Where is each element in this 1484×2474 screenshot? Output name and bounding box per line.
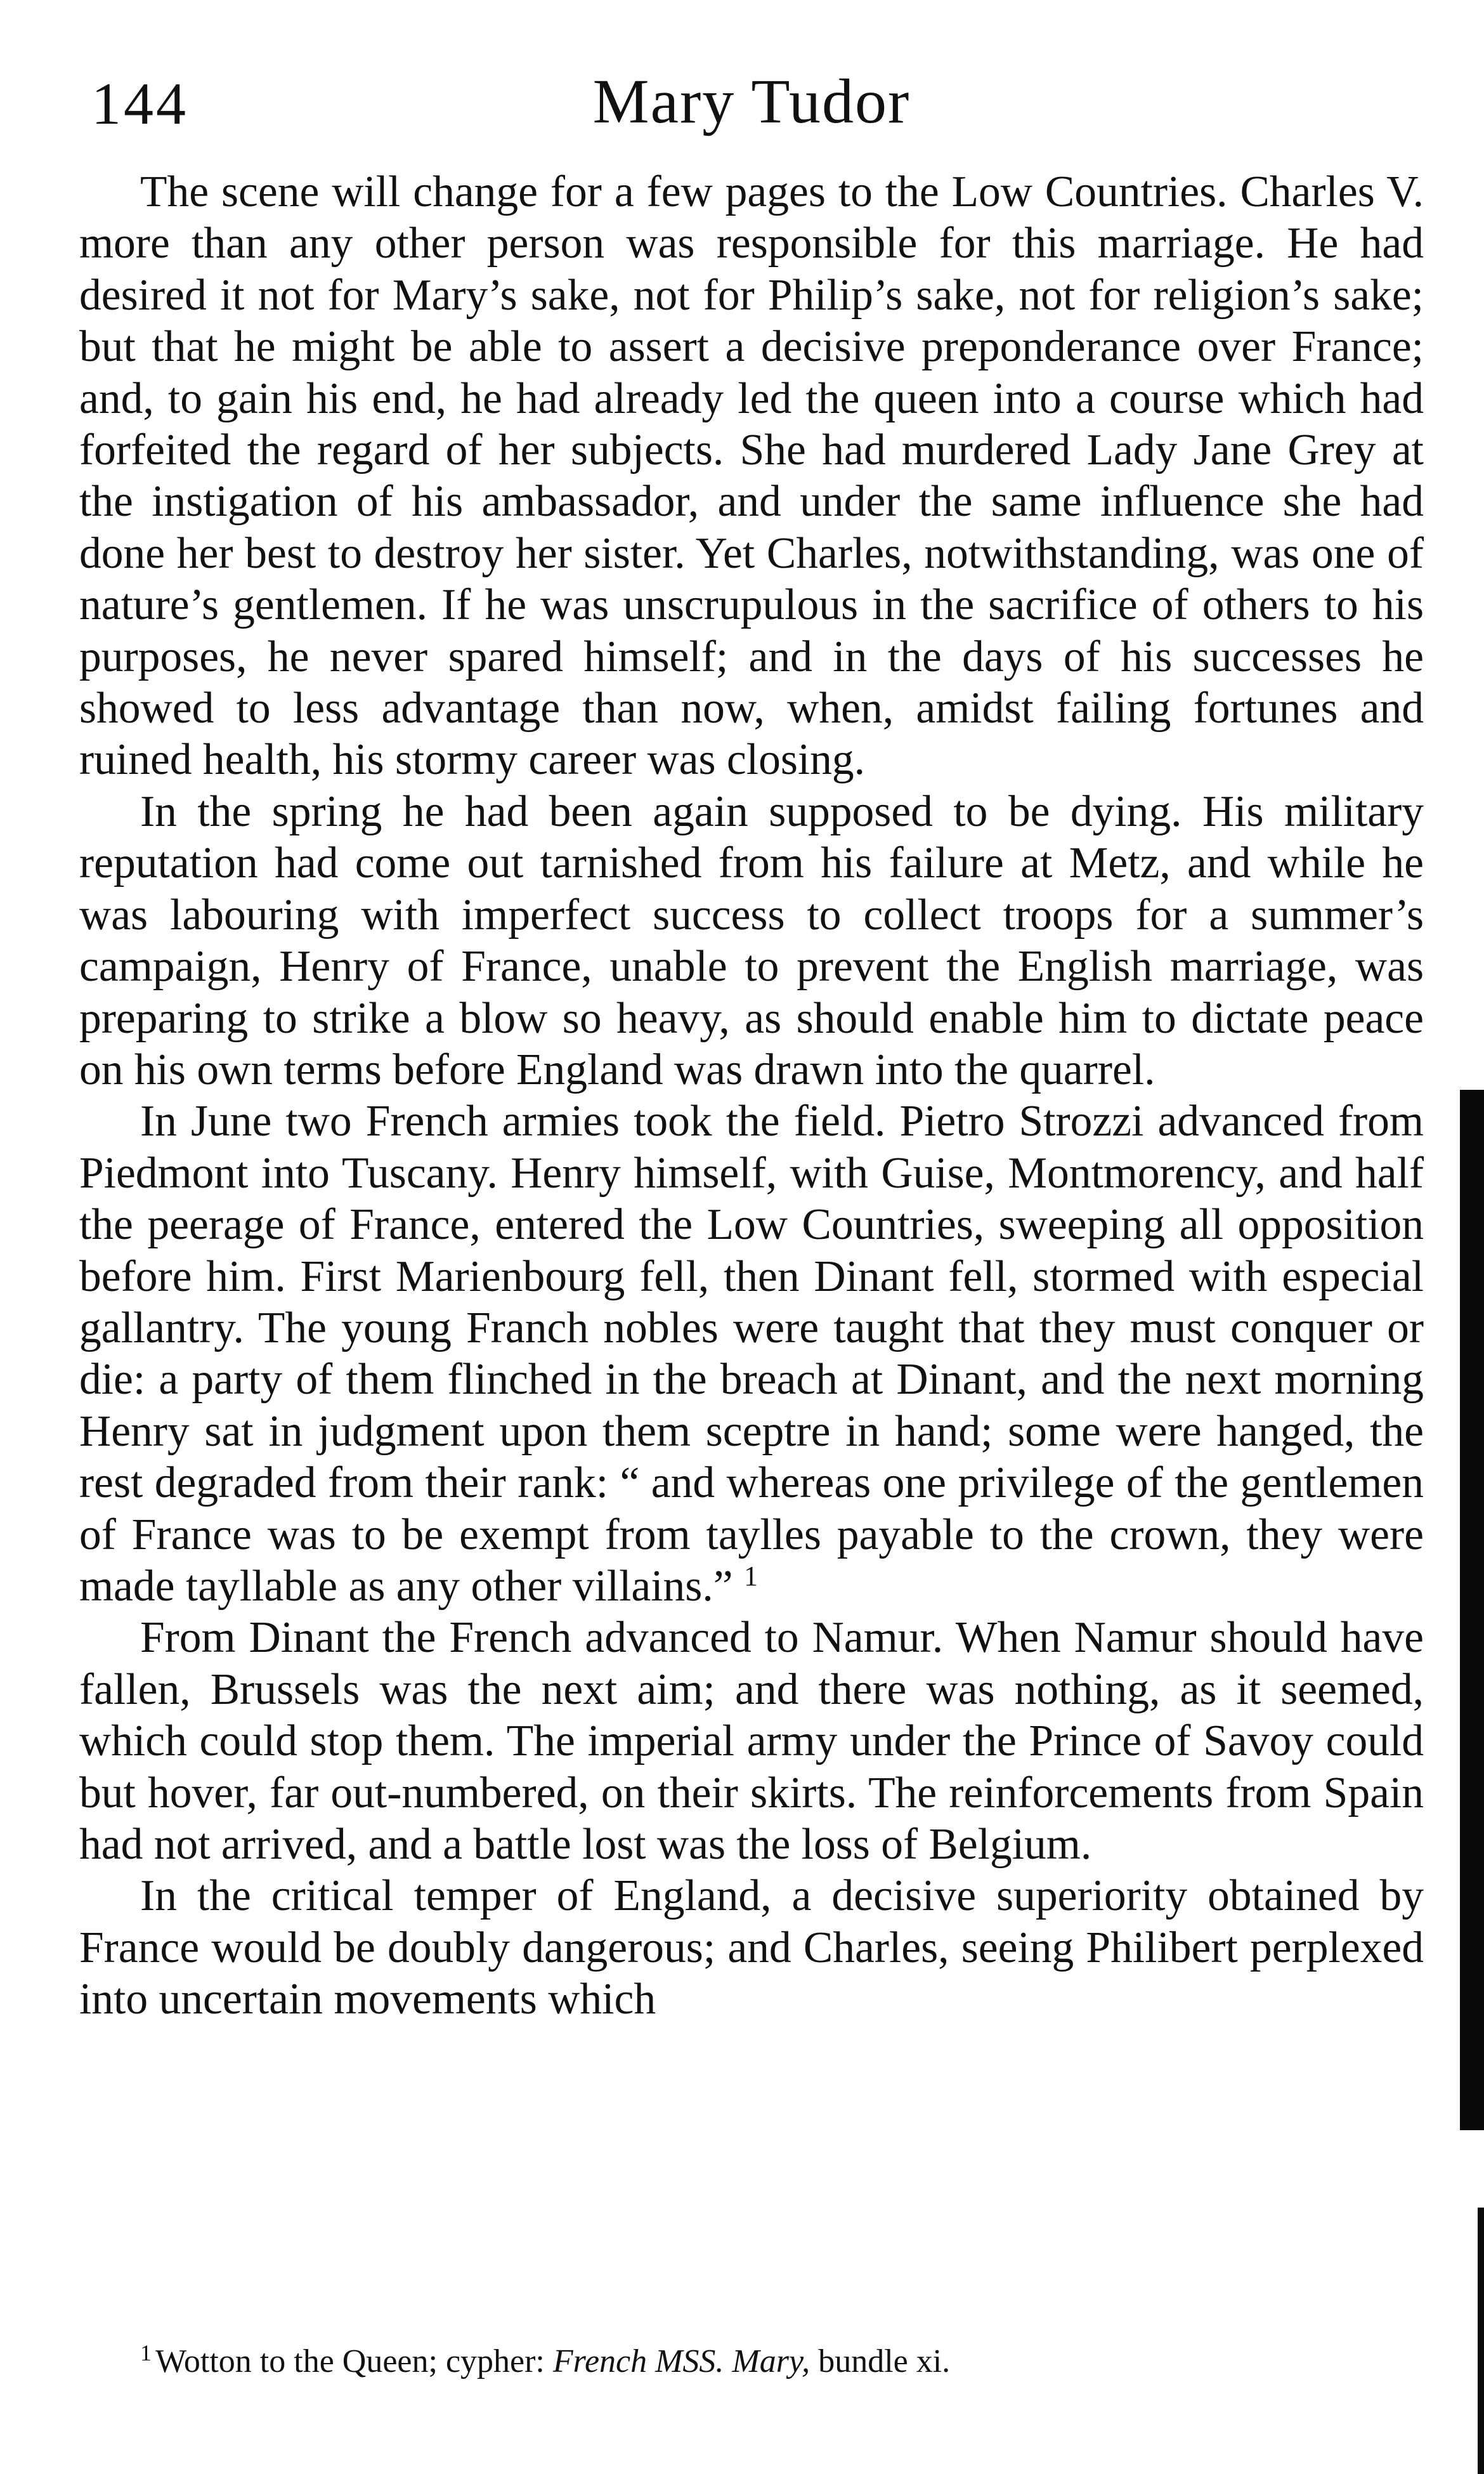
footnote: [79, 2340, 1424, 2384]
footnote-text: Wotton to the Queen; cypher:: [155, 2343, 553, 2379]
footnote-number: 1: [140, 2340, 152, 2366]
paragraph-text: The scene will change for a few pages to the Low Countries. Charles V. more than any other person was responsible for this marriage. He had desired it not for Mary’s sake, not for Philip’s sake, not for religion’s sake; but that he might be able to assert a decisive preponderance over France; and, to gain his end, he had already led the queen into a course which had forfeited the regard of her subjects. She had murdered Lady Jane Grey at the instigation of his ambassador, and under the same influence she had done her best to destroy her sister. Yet Charles, notwithstanding, was one of nature’s gentlemen. If he was unscrupulous in the sacrifice of others to his purposes, he never spared himself; and in the days of his successes he showed to less advantage than now, when, amidst failing fortunes and ruined health, his stormy career was closing.: [79, 167, 1424, 785]
scan-edge-shadow-lower: [1478, 2208, 1484, 2474]
scan-edge-shadow: [1460, 1090, 1484, 2130]
paragraph: [79, 166, 1424, 786]
footnote-source: French MSS. Mary,: [552, 2343, 810, 2379]
paragraph-text: In the spring he had been again supposed to be dying. His military reputation had come out tarnished from his failure at Metz, and while he was labouring with imperfect success to collect troops for a summer’s campaign, Henry of France, unable to prevent the English marriage, was preparing to strike a blow so heavy, as should enable him to dictate peace on his own terms before England was drawn into the quarrel.: [79, 787, 1424, 1094]
footnote-text-end: bundle xi.: [810, 2343, 951, 2379]
paragraph-text: In the critical temper of England, a decisive superiority obtained by France would be doubly dangerous; and Charles, seeing Philibert perplexed into uncertain movements which: [79, 1871, 1424, 2024]
paragraph: [79, 1096, 1424, 1612]
body-text: [79, 166, 1424, 2026]
page-number: 144: [91, 71, 188, 137]
paragraph-text: From Dinant the French advanced to Namur. When Namur should have fallen, Brussels was the next aim; and there was nothing, as it seemed, which could stop them. The imperial army under the Prince of Savoy could but hover, far out-numbered, on their skirts. The reinforcements from Spain had not arrived, and a battle lost was the loss of Belgium.: [79, 1613, 1424, 1869]
paragraph: [79, 786, 1424, 1096]
paragraph: [79, 1612, 1424, 1870]
running-head: [82, 56, 1421, 138]
paragraph: [79, 1870, 1424, 2025]
running-title: Mary Tudor: [592, 66, 911, 136]
footnote-marker[interactable]: 1: [743, 1560, 758, 1592]
paragraph-text: In June two French armies took the field. Pietro Strozzi advanced from Piedmont into Tuscany. Henry himself, with Guise, Montmorency, and half the peerage of France, entered the Low Countries, sweeping all opposition before him. First Marienbourg fell, then Dinant fell, stormed with especial gallantry. The young Franch nobles were taught that they must conquer or die: a party of them flinched in the breach at Dinant, and the next morning Henry sat in judgment upon them sceptre in hand; some were hanged, the rest degraded from their rank: “ and whereas one privilege of the gentlemen of France was to be exempt from taylles payable to the crown, they were made tayllable as any other villains.”: [79, 1097, 1424, 1611]
